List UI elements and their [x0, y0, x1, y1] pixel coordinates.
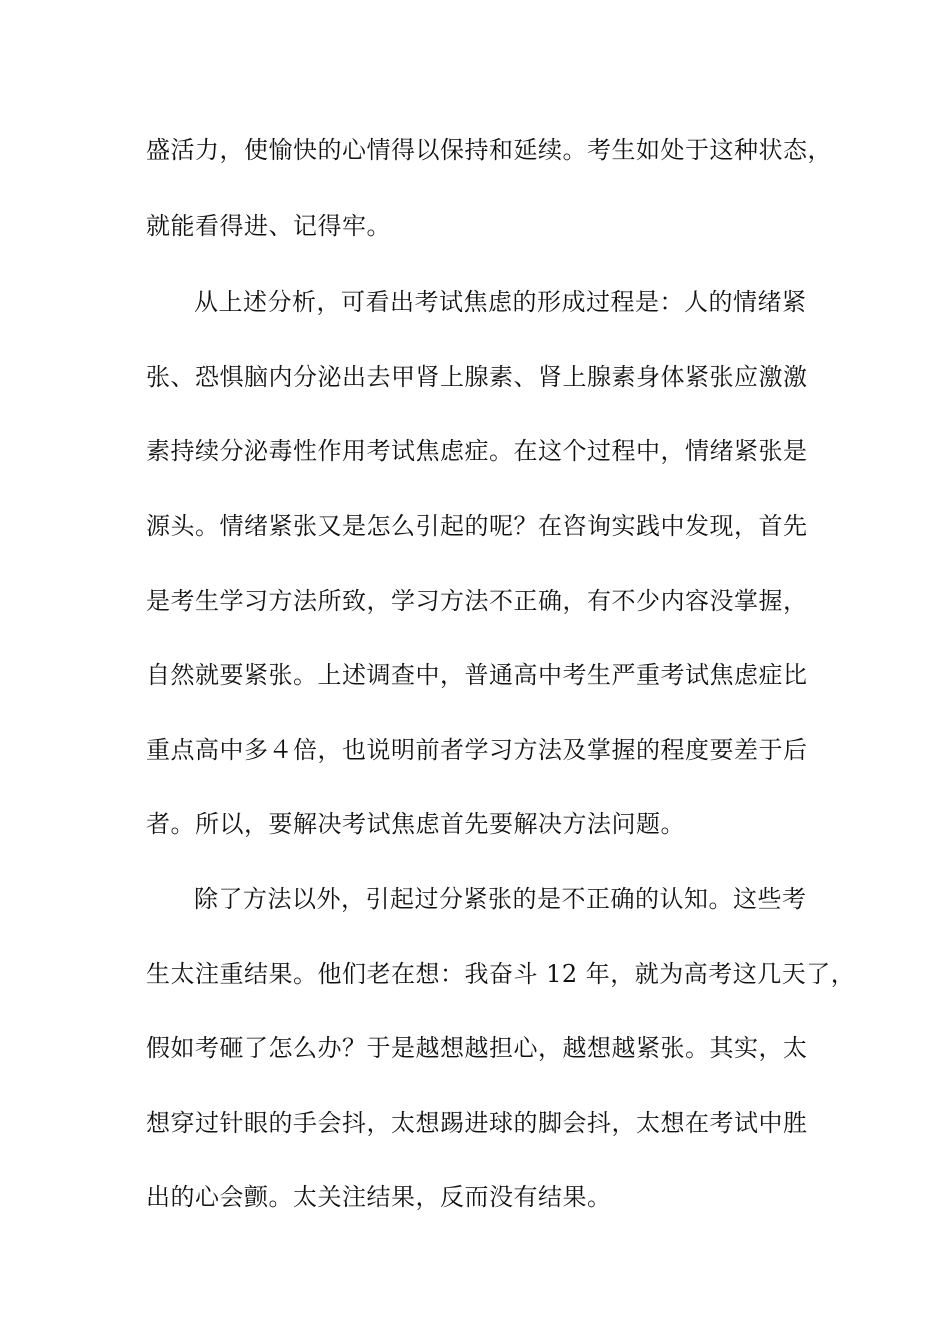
- text-line-4: 张、恐惧脑内分泌出去甲肾上腺素、肾上腺素身体紧张应激激: [146, 363, 808, 391]
- text-line-13: 假如考砸了怎么办？于是越想越担心，越想越紧张。其实，太: [146, 1034, 808, 1062]
- text-line-15: 出的心会颤。太关注结果，反而没有结果。: [146, 1183, 612, 1211]
- text-line-10: 者。所以，要解决考试焦虑首先要解决方法问题。: [146, 810, 685, 838]
- text-line-3: 从上述分析，可看出考试焦虑的形成过程是：人的情绪紧: [194, 288, 807, 316]
- text-line-7: 是考生学习方法所致，学习方法不正确，有不少内容没掌握，: [146, 587, 808, 615]
- text-line-14: 想穿过针眼的手会抖，太想踢进球的脚会抖，太想在考试中胜: [146, 1109, 808, 1137]
- text-line-5: 素持续分泌毒性作用考试焦虑症。在这个过程中，情绪紧张是: [146, 437, 808, 465]
- text-line-11: 除了方法以外，引起过分紧张的是不正确的认知。这些考: [194, 885, 807, 913]
- text-line-6: 源头。情绪紧张又是怎么引起的呢？在咨询实践中发现，首先: [146, 512, 808, 540]
- text-line-12: 生太注重结果。他们老在想：我奋斗 12 年，就为高考这几天了，: [146, 960, 856, 988]
- text-line-9: 重点高中多４倍，也说明前者学习方法及掌握的程度要差于后: [146, 736, 808, 764]
- text-line-8: 自然就要紧张。上述调查中，普通高中考生严重考试焦虑症比: [146, 661, 808, 689]
- text-line-2: 就能看得进、记得牢。: [146, 212, 391, 240]
- text-line-1: 盛活力，使愉快的心情得以保持和延续。考生如处于这种状态，: [146, 136, 832, 164]
